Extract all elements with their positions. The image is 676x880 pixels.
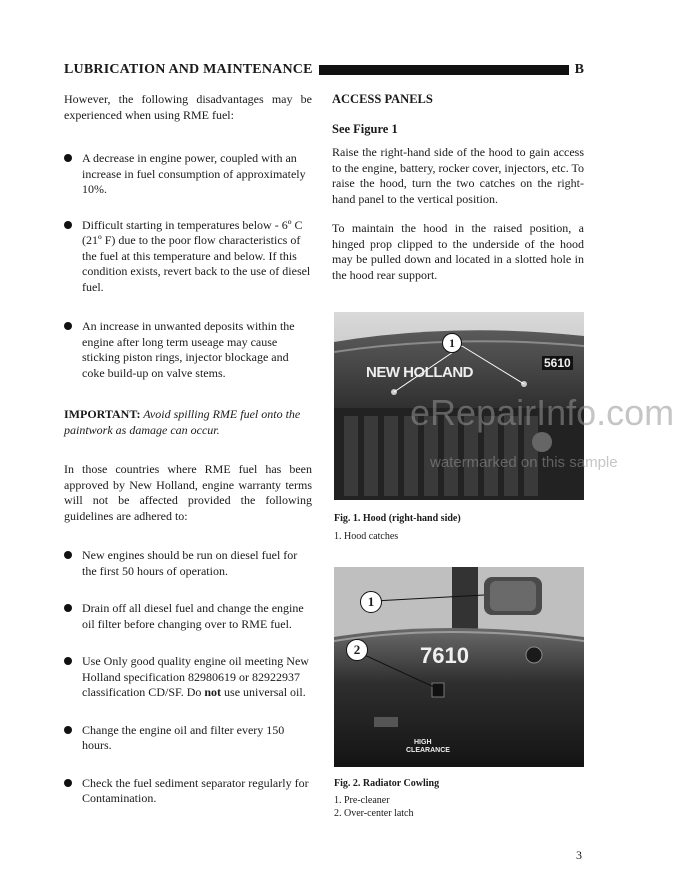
bullet-icon — [64, 779, 72, 787]
section-letter: B — [574, 62, 584, 77]
intro-paragraph: However, the following disadvantages may be experienced when using RME fuel: — [64, 92, 312, 122]
list-item — [64, 218, 312, 296]
callout-1: 1 — [360, 591, 382, 613]
important-note — [64, 407, 312, 438]
brand-badge: NEW HOLLAND — [366, 364, 473, 381]
list-item — [64, 601, 312, 632]
bullet-icon — [64, 154, 72, 162]
important-text: Avoid spilling RME fuel onto the paintwork as damage can occur. — [64, 407, 301, 437]
model-badge: 5610 — [544, 356, 571, 370]
list-item-text: New engines should be run on diesel fuel for the first 50 hours of operation. — [82, 548, 298, 578]
list-item-text: Drain off all diesel fuel and change the engine oil filter before changing over to RME fuel. — [82, 601, 304, 631]
list-item-text: Use Only good quality engine oil meeting New Holland specification 82980619 or 82922937 classification CD/SF. Do — [82, 654, 309, 699]
important-label: IMPORTANT: — [64, 407, 141, 421]
see-figure-label: See Figure 1 — [332, 121, 398, 136]
list-item — [64, 776, 312, 807]
figure-1-caption: Fig. 1. Hood (right-hand side) — [334, 513, 461, 524]
watermark-line-2: watermarked on this sample — [430, 454, 618, 471]
page-number: 3 — [576, 848, 582, 862]
figure-2-caption: Fig. 2. Radiator Cowling — [334, 778, 440, 789]
clearance-badge-line1: HIGH — [414, 739, 432, 746]
callout-1: 1 — [442, 333, 462, 353]
figure-2-legend-item: 1. Pre-cleaner — [334, 795, 390, 806]
model-badge: 7610 — [420, 643, 469, 668]
approval-paragraph: In those countries where RME fuel has been approved by New Holland, engine warranty terms will not be affected provided the following guidelines are adhered to: — [64, 462, 312, 523]
figure-2-photo — [334, 567, 584, 767]
bullet-icon — [64, 604, 72, 612]
header-title: LUBRICATION AND MAINTENANCE — [64, 62, 313, 77]
emphasis-not: not — [204, 685, 222, 699]
list-item — [64, 654, 312, 701]
header-rule — [319, 65, 569, 75]
figure-2-legend-item: 2. Over-center latch — [334, 808, 414, 819]
list-item-text: An increase in unwanted deposits within the engine after long term useage may cause sticking piston rings, injector blockage and coke build-up on valve stems. — [82, 319, 295, 380]
bullet-icon — [64, 657, 72, 665]
left-column — [64, 92, 312, 807]
list-item — [64, 319, 312, 381]
list-item-text: A decrease in engine power, coupled with an increase in fuel consumption of approximately 10%. — [82, 151, 306, 196]
list-item-text: Difficult starting in temperatures below - 6º C (21º F) due to the poor flow characteristics of the fuel at this temperature and below. If this condition exists, revert back to the use of diesel fuel. — [82, 217, 311, 294]
list-item — [64, 151, 312, 198]
disadvantages-list — [64, 151, 312, 381]
section-title: ACCESS PANELS — [332, 92, 433, 106]
right-column — [332, 92, 584, 283]
hood-paragraph: Raise the right-hand side of the hood to gain access to the engine, battery, rocker cover, injectors, etc. To raise the hood, turn the two catches on the right-hand panel to the vertical position. — [332, 145, 584, 206]
callout-2: 2 — [346, 639, 368, 661]
list-item — [64, 723, 312, 754]
guidelines-list — [64, 548, 312, 807]
list-item-text: Change the engine oil and filter every 150 hours. — [82, 722, 285, 752]
bullet-icon — [64, 551, 72, 559]
list-item-text: use universal oil. — [224, 685, 306, 699]
watermark-line-1: eRepairInfo.com — [410, 392, 675, 433]
bullet-icon — [64, 322, 72, 330]
bullet-icon — [64, 221, 72, 229]
bullet-icon — [64, 726, 72, 734]
list-item-text: Check the fuel sediment separator regularly for Contamination. — [82, 775, 309, 805]
prop-paragraph: To maintain the hood in the raised position, a hinged prop clipped to the underside of the hood may be pulled down and located in a slotted hole in the hood rear support. — [332, 221, 584, 282]
clearance-badge-line2: CLEARANCE — [406, 747, 450, 754]
page-header — [64, 62, 584, 78]
figure-1-legend: 1. Hood catches — [334, 531, 399, 542]
list-item — [64, 548, 312, 579]
